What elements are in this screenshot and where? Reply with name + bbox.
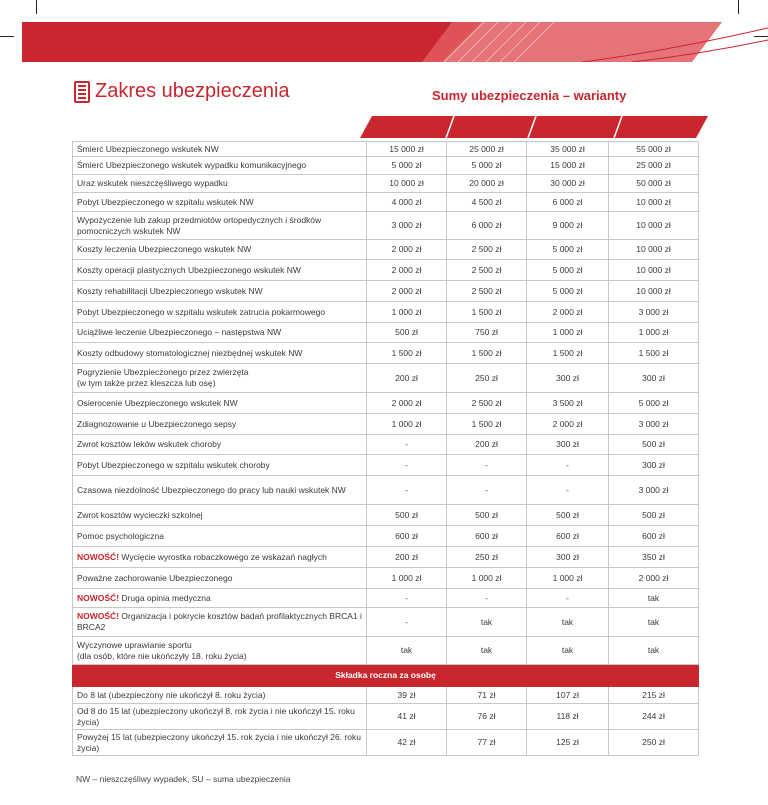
table-row (73, 414, 699, 435)
row-label-text: Czasowa niezdolność Ubezpieczonego do pracy lub nauki wskutek NW (77, 484, 346, 495)
value-cell: 1 000 zł (447, 568, 527, 589)
value-cell: tak (609, 608, 699, 637)
row-label-text: Zwrot kosztów wycieczki szkolnej (77, 509, 203, 520)
row-label-text: Zdiagnozowanie u Ubezpieczonego sepsy (77, 418, 237, 429)
value-cell: 600 zł (447, 526, 527, 547)
value-cell: 2 000 zł (367, 240, 447, 260)
row-label (73, 142, 367, 157)
table-row (73, 568, 699, 589)
value-cell: 5 000 zł (609, 393, 699, 414)
premium-value-cell: 125 zł (527, 730, 609, 756)
value-cell: 10 000 zł (609, 260, 699, 281)
value-cell: 500 zł (447, 505, 527, 526)
premium-value-cell: 107 zł (527, 687, 609, 704)
new-badge: NOWOŚĆ! (77, 551, 120, 562)
table-row (73, 547, 699, 568)
value-cell: 500 zł (367, 323, 447, 343)
value-cell: 20 000 zł (447, 175, 527, 193)
value-cell: tak (447, 637, 527, 665)
value-cell: 300 zł (609, 455, 699, 476)
value-cell: 200 zł (367, 364, 447, 393)
premium-value-cell: 118 zł (527, 704, 609, 730)
row-label-text: Koszty leczenia Ubezpieczonego wskutek NW (77, 244, 252, 255)
row-label-text: Wyczynowe uprawianie sportu (77, 639, 192, 650)
value-cell: 4 000 zł (367, 193, 447, 212)
value-cell: 1 000 zł (367, 414, 447, 435)
row-label-text: Organizacja i pokrycie kosztów badań profilaktycznych BRCA1 i BRCA2 (77, 611, 362, 632)
table-row (73, 281, 699, 302)
row-label (73, 302, 367, 323)
value-cell: 50 000 zł (609, 175, 699, 193)
banner-dark-band (22, 22, 482, 62)
value-cell: 2 500 zł (447, 393, 527, 414)
premium-value-cell: 244 zł (609, 704, 699, 730)
premium-row (73, 730, 699, 756)
premium-value-cell: 39 zł (367, 687, 447, 704)
value-cell: 5 000 zł (447, 157, 527, 175)
value-cell: - (367, 476, 447, 505)
value-cell: 3 000 zł (609, 302, 699, 323)
value-cell: 300 zł (609, 364, 699, 393)
table-row (73, 589, 699, 608)
row-label (73, 175, 367, 193)
row-label (73, 476, 367, 505)
value-cell: 2 000 zł (367, 281, 447, 302)
value-cell: - (367, 608, 447, 637)
premium-value-cell: 76 zł (447, 704, 527, 730)
table-row (73, 435, 699, 455)
value-cell: 9 000 zł (527, 212, 609, 240)
row-label-text: Pobyt Ubezpieczonego w szpitalu wskutek zatrucia pokarmowego (77, 306, 326, 317)
row-label-text: Pobyt Ubezpieczonego w szpitalu wskutek NW (77, 196, 254, 207)
table-row (73, 455, 699, 476)
value-cell: 1 500 zł (447, 343, 527, 364)
table-row (73, 364, 699, 393)
value-cell: 3 000 zł (609, 414, 699, 435)
value-cell: 600 zł (367, 526, 447, 547)
value-cell: 2 000 zł (367, 260, 447, 281)
row-label-note: (w tym także przez kleszcza lub osę) (77, 378, 216, 388)
value-cell: tak (447, 608, 527, 637)
premium-label: Od 8 do 15 lat (ubezpieczony ukończył 8. rok życia i nie ukończył 15. roku życia) (73, 704, 367, 730)
row-label (73, 393, 367, 414)
value-cell: 600 zł (527, 526, 609, 547)
premium-section-header (73, 665, 699, 687)
table-row (73, 343, 699, 364)
row-label (73, 547, 367, 568)
row-label (73, 240, 367, 260)
value-cell: - (527, 589, 609, 608)
value-cell: 2 000 zł (367, 393, 447, 414)
value-cell: 6 000 zł (527, 193, 609, 212)
value-cell: 1 000 zł (527, 323, 609, 343)
row-label-text: Druga opinia medyczna (121, 592, 211, 603)
value-cell: 1 500 zł (447, 414, 527, 435)
row-label-text: Wypożyczenie lub zakup przedmiotów ortopedycznych i środków pomocniczych wskutek NW (77, 214, 322, 236)
value-cell: 2 000 zł (527, 302, 609, 323)
value-cell: 5 000 zł (527, 240, 609, 260)
table-row (73, 526, 699, 547)
row-label (73, 193, 367, 212)
row-label-text: Pomoc psychologiczna (77, 530, 164, 541)
row-label (73, 589, 367, 608)
value-cell: 1 000 zł (367, 568, 447, 589)
row-label (73, 364, 367, 393)
value-cell: 1 500 zł (609, 343, 699, 364)
table-row (73, 323, 699, 343)
row-label (73, 212, 367, 240)
premium-row (73, 704, 699, 730)
row-label-text: Pobyt Ubezpieczonego w szpitalu wskutek choroby (77, 459, 270, 470)
row-label-text: Wycięcie wyrostka robaczkowego ze wskazań nagłych (121, 551, 327, 562)
row-label-text: Uciążliwe leczenie Ubezpieczonego – następstwa NW (77, 327, 282, 338)
value-cell: - (447, 476, 527, 505)
row-label-text: Śmierć Ubezpieczonego wskutek wypadku komunikacyjnego (77, 160, 307, 171)
row-label (73, 435, 367, 455)
value-cell: 300 zł (527, 547, 609, 568)
table-row (73, 393, 699, 414)
coverage-table (72, 141, 699, 756)
value-cell: 1 500 zł (527, 343, 609, 364)
value-cell: 5 000 zł (527, 260, 609, 281)
row-label (73, 281, 367, 302)
value-cell: - (367, 435, 447, 455)
row-label-text: Zwrot kosztów leków wskutek choroby (77, 439, 222, 450)
value-cell: 1 000 zł (367, 302, 447, 323)
row-label-text: Koszty rehabilitacji Ubezpieczonego wskutek NW (77, 285, 263, 296)
premium-value-cell: 71 zł (447, 687, 527, 704)
value-cell: 500 zł (609, 505, 699, 526)
row-label-note: (dla osób, które nie ukończyły 18. roku życia) (77, 650, 247, 661)
value-cell: 55 000 zł (609, 142, 699, 157)
row-label (73, 343, 367, 364)
value-cell: 5 000 zł (367, 157, 447, 175)
row-label (73, 323, 367, 343)
row-label (73, 414, 367, 435)
value-cell: tak (609, 589, 699, 608)
value-cell: 500 zł (367, 505, 447, 526)
table-row (73, 193, 699, 212)
value-cell: 10 000 zł (609, 281, 699, 302)
row-label-text: Uraz wskutek nieszczęśliwego wypadku (77, 178, 228, 189)
row-label (73, 455, 367, 476)
premium-value-cell: 41 zł (367, 704, 447, 730)
tab-optymalny: Optymalny (468, 4, 520, 15)
value-cell: 30 000 zł (527, 175, 609, 193)
document-icon (74, 81, 90, 103)
value-cell: 750 zł (447, 323, 527, 343)
crop-mark (738, 0, 739, 14)
value-cell: - (367, 589, 447, 608)
table-row (73, 175, 699, 193)
row-label (73, 608, 367, 637)
variants-heading: Sumy ubezpieczenia – warianty (432, 88, 627, 103)
row-label (73, 637, 367, 665)
table-row (73, 476, 699, 505)
premium-header-label: Składka roczna za osobę (73, 665, 699, 687)
value-cell: 2 000 zł (609, 568, 699, 589)
row-label (73, 568, 367, 589)
value-cell: 5 000 zł (527, 281, 609, 302)
value-cell: 1 000 zł (609, 323, 699, 343)
page-title: Zakres ubezpieczenia (95, 80, 290, 102)
row-label-text: Osierocenie Ubezpieczonego wskutek NW (77, 397, 238, 408)
table-row (73, 302, 699, 323)
value-cell: 1 500 zł (367, 343, 447, 364)
premium-value-cell: 42 zł (367, 730, 447, 756)
tab-maksymalny: Maksymalny (548, 4, 608, 15)
value-cell: 6 000 zł (447, 212, 527, 240)
value-cell: 3 000 zł (609, 476, 699, 505)
table-row (73, 142, 699, 157)
table-row (73, 157, 699, 175)
table-row (73, 260, 699, 281)
crop-mark (36, 0, 37, 14)
value-cell: 250 zł (447, 364, 527, 393)
footnote: NW – nieszczęśliwy wypadek, SU – suma ubezpieczenia (76, 774, 291, 784)
value-cell: 3 500 zł (527, 393, 609, 414)
value-cell: 2 500 zł (447, 260, 527, 281)
row-label (73, 505, 367, 526)
value-cell: 200 zł (447, 435, 527, 455)
table-row (73, 240, 699, 260)
row-label-text: Pogryzienie Ubezpieczonego przez zwierzęta (77, 367, 249, 378)
variant-tabs (360, 116, 708, 138)
value-cell: 3 000 zł (367, 212, 447, 240)
value-cell: 200 zł (367, 547, 447, 568)
premium-label: Powyżej 15 lat (ubezpieczony ukończył 15. rok życia i nie ukończył 26. roku życia) (73, 730, 367, 756)
value-cell: 10 000 zł (609, 193, 699, 212)
value-cell: 25 000 zł (447, 142, 527, 157)
row-label (73, 526, 367, 547)
value-cell: - (447, 589, 527, 608)
value-cell: 2 500 zł (447, 240, 527, 260)
value-cell: 4 500 zł (447, 193, 527, 212)
value-cell: 250 zł (447, 547, 527, 568)
value-cell: 15 000 zł (527, 157, 609, 175)
premium-row (73, 687, 699, 704)
crop-mark (0, 36, 14, 37)
row-label-text: Śmierć Ubezpieczonego wskutek NW (77, 143, 219, 154)
value-cell: tak (527, 637, 609, 665)
premium-value-cell: 77 zł (447, 730, 527, 756)
value-cell: 10 000 zł (609, 212, 699, 240)
table-row (73, 212, 699, 240)
value-cell: 600 zł (609, 526, 699, 547)
value-cell: - (447, 455, 527, 476)
tab-oszczedny: Oszczędny (382, 4, 436, 15)
value-cell: 1 500 zł (447, 302, 527, 323)
value-cell: 2 500 zł (447, 281, 527, 302)
row-label (73, 157, 367, 175)
table-row (73, 608, 699, 637)
value-cell: 500 zł (527, 505, 609, 526)
page-title-block (74, 80, 290, 103)
value-cell: 10 000 zł (367, 175, 447, 193)
row-label-text: Koszty operacji plastycznych Ubezpieczonego wskutek NW (77, 264, 301, 275)
value-cell: 25 000 zł (609, 157, 699, 175)
value-cell: 10 000 zł (609, 240, 699, 260)
value-cell: 1 000 zł (527, 568, 609, 589)
value-cell: 300 zł (527, 364, 609, 393)
value-cell: - (527, 455, 609, 476)
value-cell: 15 000 zł (367, 142, 447, 157)
header-banner (22, 22, 768, 62)
row-label-text: Koszty odbudowy stomatologicznej niezbędnej wskutek NW (77, 347, 303, 358)
row-label-text: Poważne zachorowanie Ubezpieczonego (77, 572, 233, 583)
value-cell: 500 zł (609, 435, 699, 455)
table-row (73, 637, 699, 665)
row-label (73, 260, 367, 281)
value-cell: 300 zł (527, 435, 609, 455)
value-cell: tak (527, 608, 609, 637)
value-cell: - (367, 455, 447, 476)
value-cell: 350 zł (609, 547, 699, 568)
tab-prestiz: Prestiż (645, 4, 679, 15)
premium-value-cell: 215 zł (609, 687, 699, 704)
premium-value-cell: 250 zł (609, 730, 699, 756)
new-badge: NOWOŚĆ! (77, 611, 120, 622)
value-cell: tak (609, 637, 699, 665)
value-cell: - (527, 476, 609, 505)
table-row (73, 505, 699, 526)
premium-label: Do 8 lat (ubezpieczony nie ukończył 8. roku życia) (73, 687, 367, 704)
value-cell: tak (367, 637, 447, 665)
new-badge: NOWOŚĆ! (77, 592, 120, 603)
value-cell: 2 000 zł (527, 414, 609, 435)
value-cell: 35 000 zł (527, 142, 609, 157)
